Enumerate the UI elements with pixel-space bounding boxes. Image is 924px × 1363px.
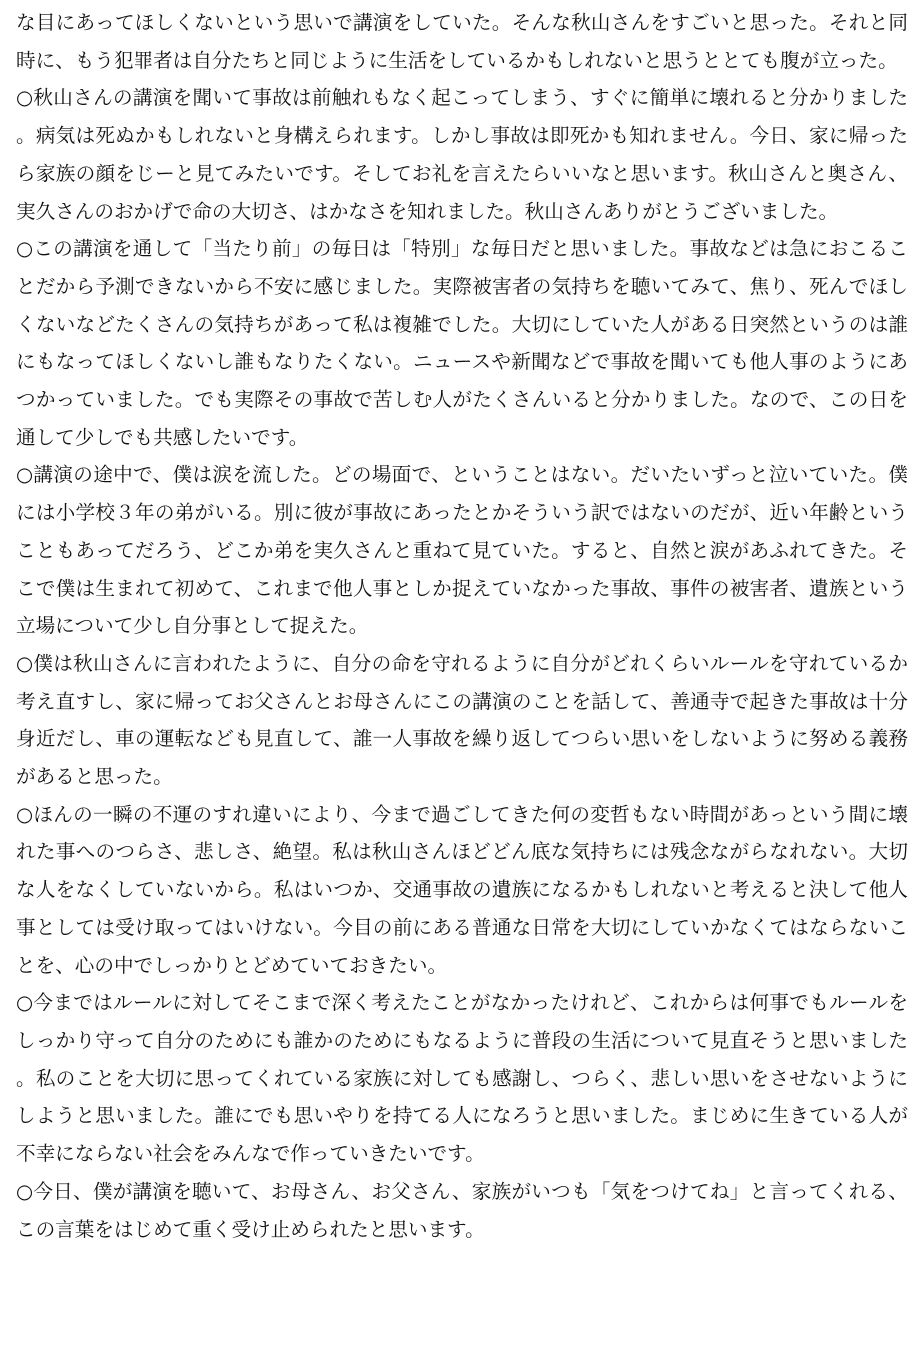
paragraph-5: ○僕は秋山さんに言われたように、自分の命を守れるように自分がどれくらいルールを守れているか考え直すし、家に帰ってお父さんとお母さんにこの講演のことを話して、善通寺で起きた事故は十分身近だし、車の運転なども見直して、誰一人事故を繰り返してつらい思いをしないように努める義務があると思った。 — [16, 651, 908, 789]
paragraph-6: ○ほんの一瞬の不運のすれ違いにより、今まで過ごしてきた何の変哲もない時間があっという間に壊れた事へのつらさ、悲しさ、絶望。私は秋山さんほどどん底な気持ちには残念ながらなれない。大切な人をなくしていないから。私はいつか、交通事故の遺族になるかもしれないと考えると決して他人事としては受け取ってはいけない。今目の前にある普通な日常を大切にしていかなくてはならないことを、心の中でしっかりとどめていておきたい。 — [16, 802, 908, 977]
paragraph-8: ○今日、僕が講演を聴いて、お母さん、お父さん、家族がいつも「気をつけてね」と言ってくれる、この言葉をはじめて重く受け止められたと思います。 — [16, 1179, 908, 1241]
paragraph-3: ○この講演を通して「当たり前」の毎日は「特別」な毎日だと思いました。事故などは急におこることだから予測できないから不安に感じました。実際被害者の気持ちを聴いてみて、焦り、死んでほしくないなどたくさんの気持ちがあって私は複雑でした。大切にしていた人がある日突然というのは誰にもなってほしくないし誰もなりたくない。ニュースや新聞などで事故を聞いても他人事のようにあつかっていました。でも実際その事故で苦しむ人がたくさんいると分かりました。なので、この日を通して少しでも共感したいです。 — [16, 237, 908, 449]
paragraph-1: な目にあってほしくないという思いで講演をしていた。そんな秋山さんをすごいと思った。それと同時に、もう犯罪者は自分たちと同じように生活をしているかもしれないと思うととても腹が立った。 — [16, 11, 908, 72]
paragraph-7: ○今まではルールに対してそこまで深く考えたことがなかったけれど、これからは何事でもルールをしっかり守って自分のためにも誰かのためにもなるように普段の生活について見直そうと思いました。私のことを大切に思ってくれている家族に対しても感謝し、つらく、悲しい思いをさせないようにしようと思いました。誰にでも思いやりを持てる人になろうと思いました。まじめに生きている人が不幸にならない社会をみんなで作っていきたいです。 — [16, 991, 908, 1166]
paragraph-2: ○秋山さんの講演を聞いて事故は前触れもなく起こってしまう、すぐに簡単に壊れると分かりました。病気は死ぬかもしれないと身構えられます。しかし事故は即死かも知れません。今日、家に帰ったら家族の顔をじーと見てみたいです。そしてお礼を言えたらいいなと思います。秋山さんと奥さん、実久さんのおかげで命の大切さ、はかなさを知れました。秋山さんありがとうございました。 — [16, 86, 908, 223]
document-body — [16, 4, 908, 1248]
paragraph-4: ○講演の途中で、僕は涙を流した。どの場面で、ということはない。だいたいずっと泣いていた。僕には小学校３年の弟がいる。別に彼が事故にあったとかそういう訳ではないのだが、近い年齢ということもあってだろう、どこか弟を実久さんと重ねて見ていた。すると、自然と涙があふれてきた。そこで僕は生まれて初めて、これまで他人事としか捉えていなかった事故、事件の被害者、遺族という立場について少し自分事として捉えた。 — [16, 463, 908, 638]
